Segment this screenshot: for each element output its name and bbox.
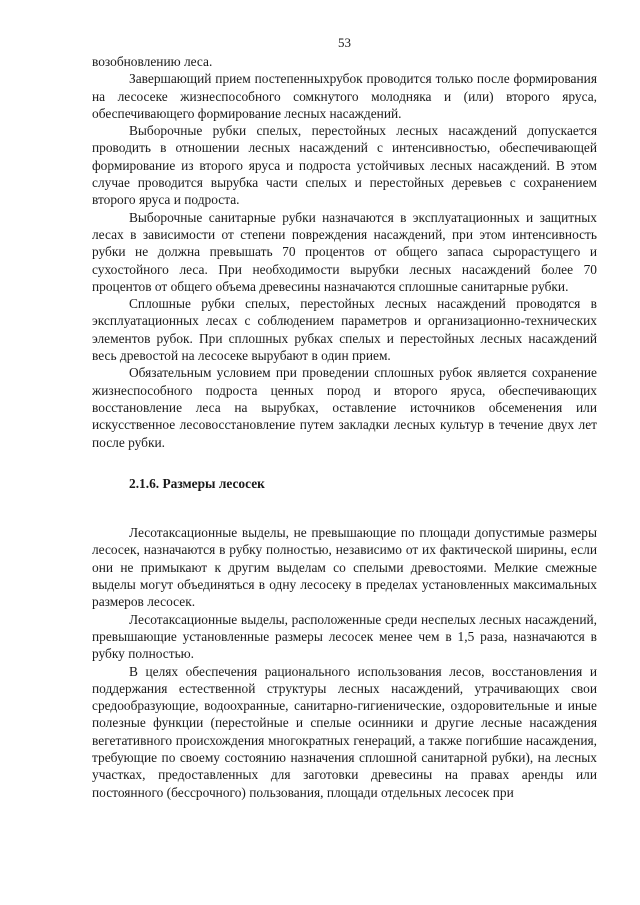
- paragraph: Сплошные рубки спелых, перестойных лесных насаждений проводятся в эксплуатационных лесах с соблюдением параметров и организационно-технических элементов рубок. При сплошных рубках спелых и перестойных лесных насаждений весь древостой на лесосеке вырубают в один прием.: [92, 296, 597, 364]
- paragraph: Выборочные рубки спелых, перестойных лесных насаждений допускается проводить в отношении лесных насаждений с интенсивностью, обеспечивающей формирование из второго яруса и подроста устойчивых лесных насаждений. В этом случае проводится вырубка части спелых и перестойных деревьев с сохранением второго яруса и подроста.: [92, 123, 597, 208]
- paragraph: Выборочные санитарные рубки назначаются в эксплуатационных и защитных лесах в зависимости от степени повреждения насаждений, при этом интенсивность рубки не должна превышать 70 процентов от общего запаса сырорастущего и сухостойного леса. При необходимости вырубки лесных насаждений более 70 процентов от общего объема древесины назначаются сплошные санитарные рубки.: [92, 209, 597, 294]
- section-heading: 2.1.6. Размеры лесосек: [129, 475, 265, 491]
- paragraph: Лесотаксационные выделы, расположенные среди неспелых лесных насаждений, превышающие установленные размеры лесосек менее чем в 1,5 раза, назначаются в рубку полностью.: [92, 611, 597, 662]
- body-text-bottom: [92, 524, 597, 801]
- page-number: 53: [338, 35, 351, 50]
- body-text-top: [92, 53, 597, 451]
- paragraph: В целях обеспечения рационального использования лесов, восстановления и поддержания естественной структуры лесных насаждений, утрачивающих свои средообразующие, водоохранные, санитарно-гигиенические, оздоровительные и иные полезные функции (перестойные и спелые осинники и другие лесные насаждения вегетативного происхождения многократных генераций, а также погибшие насаждения, требующие по своему состоянию назначения сплошной санитарной рубки), на лесных участках, предоставленных для заготовки древесины на правах аренды или постоянного (бессрочного) пользования, площади отдельных лесосек при: [92, 663, 597, 800]
- document-page: [92, 34, 597, 801]
- paragraph: Лесотаксационные выделы, не превышающие по площади допустимые размеры лесосек, назначаются в рубку полностью, независимо от их фактической ширины, если они не примыкают к другим выделам со спелыми древостоями. Мелкие смежные выделы могут объединяться в одну лесосеку в пределах установленных максимальных размеров лесосек.: [92, 525, 597, 610]
- paragraph: Завершающий прием постепенныхрубок проводится только после формирования на лесосеке жизнеспособного сомкнутого молодняка и (или) второго яруса, обеспечивающего формирование лесных насаждений.: [92, 71, 597, 121]
- paragraph: Обязательным условием при проведении сплошных рубок является сохранение жизнеспособного подроста ценных пород и второго яруса, обеспечивающих восстановление леса на вырубках, оставление источников обсеменения или искусственное лесовосстановление путем закладки лесных культур в течение двух лет после рубки.: [92, 365, 597, 450]
- paragraph: возобновлению леса.: [92, 54, 213, 69]
